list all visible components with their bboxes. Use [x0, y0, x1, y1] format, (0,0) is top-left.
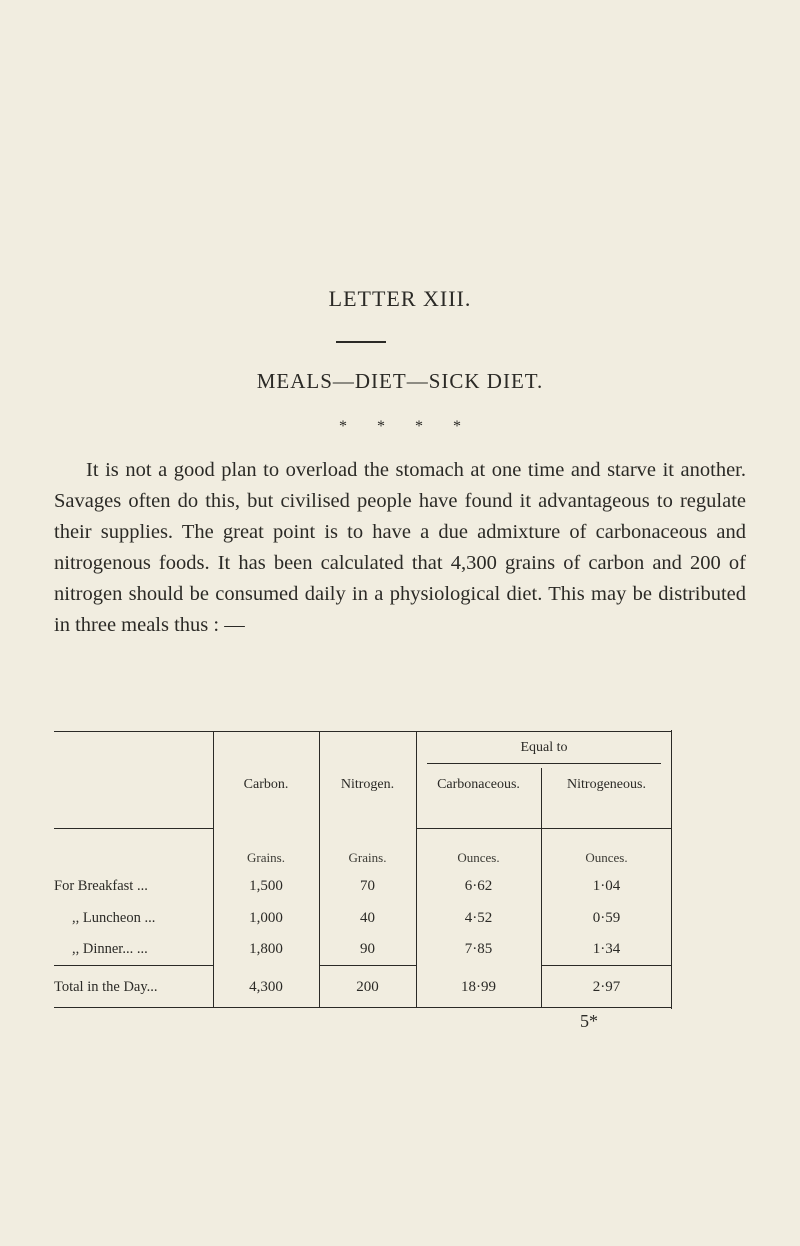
table-cell: 90: [360, 941, 375, 957]
table-cell: 1,800: [249, 941, 283, 957]
table-column-divider: [416, 732, 417, 1007]
header-carbonaceous: Carbonaceous.: [437, 777, 520, 792]
total-rule: [54, 965, 213, 966]
table-cell: 6·62: [464, 878, 493, 894]
row-label-dinner: ,, Dinner... ...: [72, 941, 148, 957]
table-cell: 7·85: [464, 941, 493, 957]
row-label-luncheon: ,, Luncheon ...: [72, 910, 156, 926]
table-cell: 40: [360, 910, 375, 926]
chapter-subtitle: MEALS—DIET—SICK DIET.: [256, 369, 544, 393]
table-cell: 1,500: [249, 878, 283, 894]
total-rule: [541, 965, 672, 966]
unit-carbon: Grains.: [247, 850, 285, 865]
table-cell: 70: [360, 878, 375, 894]
diet-table: [54, 731, 672, 1008]
unit-nitrogen: Grains.: [348, 850, 387, 865]
body-paragraph: It is not a good plan to overload the stomach at one time and starve it another. Savages often do this, but civilised people have found it advantageous to regulate their supplies. The great point is to have a due admixture of carbonaceous and nitrogenous foods. It has been calculated that 4,300 grains of carbon and 200 of nitrogen should be consumed daily in a physiological diet. This may be distributed in three meals thus : —: [54, 459, 746, 636]
table-cell: 4·52: [464, 910, 493, 926]
header-nitrogen: Nitrogen.: [340, 777, 395, 792]
table-column-divider: [213, 732, 214, 1007]
brace-rule: [427, 763, 661, 764]
table-cell: 18·99: [461, 979, 496, 995]
table-cell: 200: [356, 979, 379, 995]
header-carbon: Carbon.: [243, 777, 289, 792]
table-cell: 1·34: [592, 941, 621, 957]
row-label-total: Total in the Day...: [54, 979, 158, 995]
table-right-border: [671, 730, 672, 1009]
header-nitrogeneous: Nitrogeneous.: [567, 777, 646, 792]
unit-nitrogeneous: Ounces.: [585, 850, 628, 865]
page-heading: LETTER XIII.: [328, 286, 472, 311]
total-rule: [319, 965, 416, 966]
row-label-breakfast: For Breakfast ...: [54, 878, 148, 894]
table-cell: 1·04: [592, 878, 621, 894]
header-rule: [416, 828, 672, 829]
table-cell: 4,300: [249, 979, 283, 995]
header-equal-to: Equal to: [520, 740, 568, 755]
unit-carbonaceous: Ounces.: [457, 850, 500, 865]
table-cell: 2·97: [592, 979, 621, 995]
table-cell: 0·59: [592, 910, 621, 926]
signature-mark: 5*: [580, 1011, 598, 1031]
table-cell: 1,000: [249, 910, 283, 926]
header-rule: [54, 828, 213, 829]
heading-rule: [336, 341, 386, 343]
asterisk-divider: * * * *: [339, 418, 461, 435]
